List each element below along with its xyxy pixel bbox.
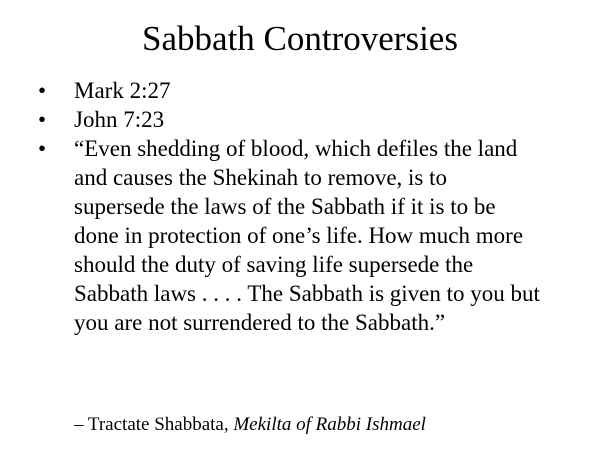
quote-text: “Even shedding of blood, which defiles the land and causes the Shekinah to remove, is to supersede the laws of the Sabbath if it is to be done in protection of one’s life. How much more should the duty of saving life supersede the Sabbath laws . . . . The Sabbath is given to you but you are not surrendered to the Sabbath.” bbox=[74, 136, 540, 335]
attribution-source: – Tractate Shabbata, bbox=[74, 414, 234, 435]
bullet-text: Mark 2:27 bbox=[74, 78, 171, 103]
bullet-item-mark bbox=[38, 76, 558, 105]
bullet-marker: • bbox=[38, 107, 47, 132]
bullet-item-quote bbox=[38, 134, 558, 337]
bullet-marker: • bbox=[38, 78, 47, 103]
slide-title: Sabbath Controversies bbox=[142, 19, 458, 58]
bullet-item-john bbox=[38, 105, 558, 134]
quote-attribution bbox=[74, 412, 426, 438]
bullet-text: John 7:23 bbox=[74, 107, 165, 132]
bullet-marker: • bbox=[38, 136, 47, 161]
bullet-list bbox=[38, 76, 558, 337]
attribution-work-title: Mekilta of Rabbi Ishmael bbox=[233, 414, 426, 435]
